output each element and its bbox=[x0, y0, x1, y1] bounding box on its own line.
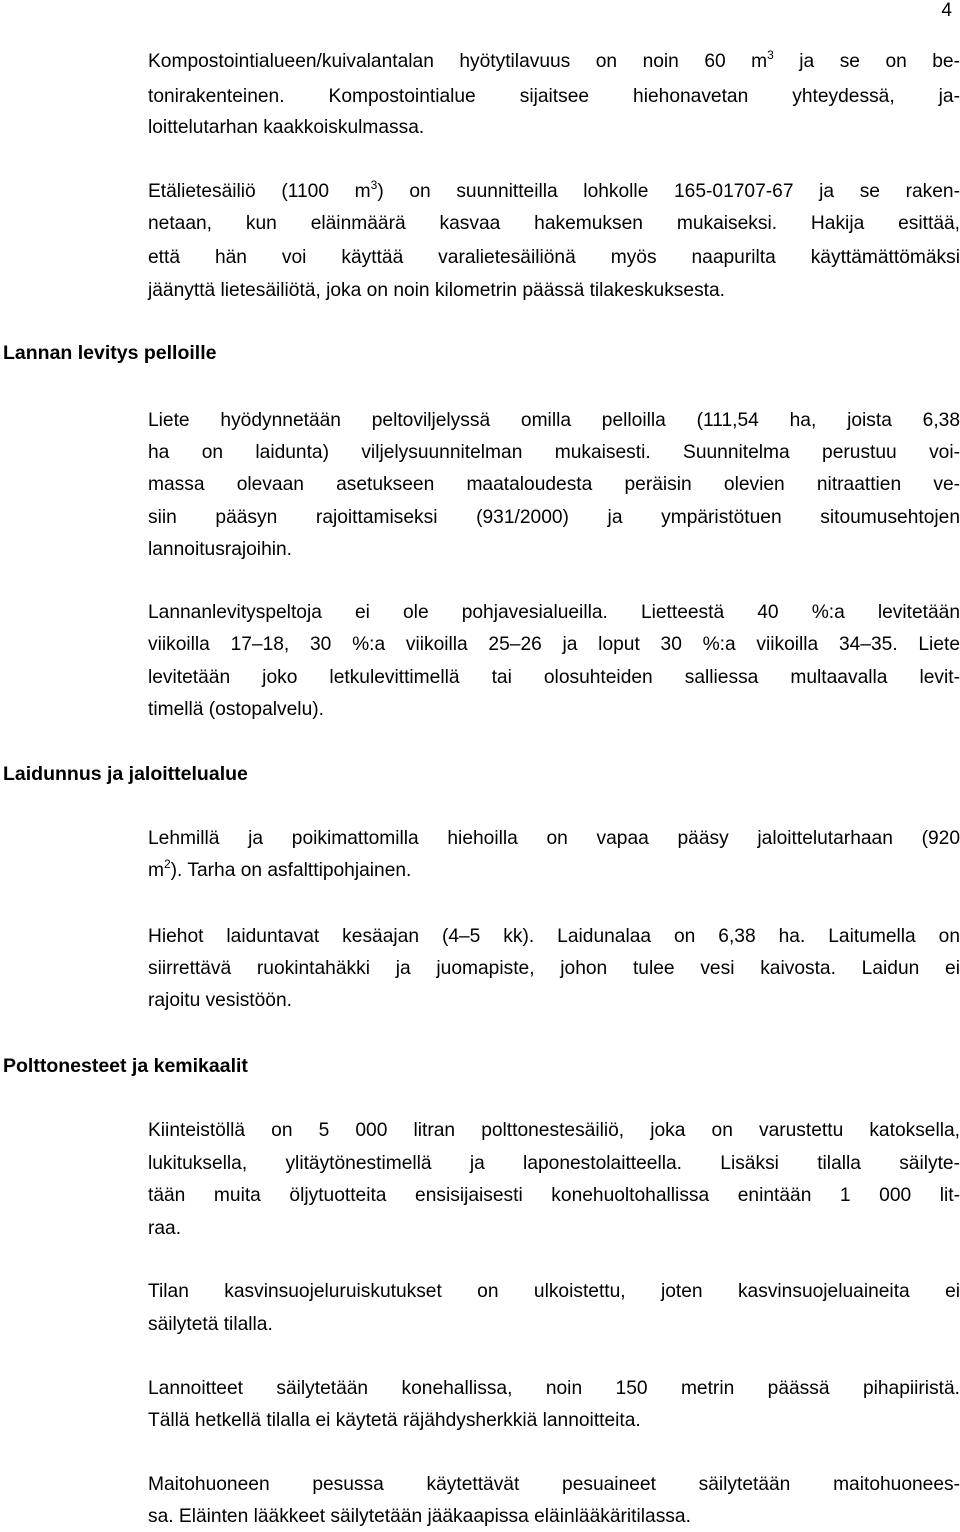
text-line: jäänyttä lietesäiliötä, joka on noin kilometrin päässä tilakeskuksesta. bbox=[148, 280, 726, 301]
text-line: tonirakenteinen. Kompostointialue sijaitsee hiehonavetan yhteydessä, ja- bbox=[148, 86, 960, 107]
page-number: 4 bbox=[941, 0, 952, 21]
text-line: levitetään joko letkulevittimellä tai olosuhteiden salliessa multaavalla levit- bbox=[148, 667, 960, 688]
text-line: siirrettävä ruokintahäkki ja juomapiste, johon tulee vesi kaivosta. Laidun ei bbox=[148, 958, 960, 979]
text-line: Kiinteistöllä on 5 000 litran polttonestesäiliö, joka on varustettu katoksella, bbox=[148, 1120, 960, 1141]
text-line: rajoitu vesistöön. bbox=[148, 990, 292, 1011]
text-span: ja se on be- bbox=[773, 51, 960, 72]
text-line: Tilan kasvinsuojeluruiskutukset on ulkoistettu, joten kasvinsuojeluaineita ei bbox=[148, 1281, 960, 1302]
text-line: tään muita öljytuotteita ensisijaisesti konehuoltohallissa enintään 1 000 lit- bbox=[148, 1185, 960, 1206]
text-line: Liete hyödynnetään peltoviljelyssä omilla pelloilla (111,54 ha, joista 6,38 bbox=[148, 410, 960, 431]
text-line: timellä (ostopalvelu). bbox=[148, 699, 324, 720]
text-line: lannoitusrajoihin. bbox=[148, 539, 292, 560]
text-span: Kompostointialueen/kuivalantalan hyötytilavuus on noin 60 m bbox=[148, 51, 768, 72]
superscript: 3 bbox=[767, 48, 774, 62]
text-line bbox=[148, 48, 960, 73]
section-heading-fuels: Polttonesteet ja kemikaalit bbox=[3, 1055, 248, 1077]
text-line: Lannoitteet säilytetään konehallissa, noin 150 metrin päässä pihapiiristä. bbox=[148, 1378, 960, 1399]
text-line: lukituksella, ylitäytönestimellä ja laponestolaitteella. Lisäksi tilalla säilyte- bbox=[148, 1153, 960, 1174]
text-line: raa. bbox=[148, 1218, 182, 1239]
text-line: että hän voi käyttää varalietesäiliönä myös naapurilta käyttämättömäksi bbox=[148, 247, 960, 268]
superscript: 3 bbox=[370, 178, 378, 192]
superscript: 2 bbox=[163, 857, 171, 871]
text-line: siin pääsyn rajoittamiseksi (931/2000) ja ympäristötuen sitoumusehtojen bbox=[148, 507, 960, 528]
text-line: loittelutarhan kaakkoiskulmassa. bbox=[148, 117, 425, 138]
text-line: viikoilla 17–18, 30 %:a viikoilla 25–26 ja loput 30 %:a viikoilla 34–35. Liete bbox=[148, 634, 960, 655]
text-line: Maitohuoneen pesussa käytettävät pesuaineet säilytetään maitohuonees- bbox=[148, 1474, 960, 1495]
text-span: m bbox=[148, 860, 164, 881]
text-line: Lannanlevityspeltoja ei ole pohjavesialueilla. Lietteestä 40 %:a levitetään bbox=[148, 602, 960, 623]
text-span: ) on suunnitteilla lohkolle 165-01707-67 ja se raken- bbox=[377, 181, 960, 202]
text-line: Lehmillä ja poikimattomilla hiehoilla on vapaa pääsy jaloittelutarhaan (920 bbox=[148, 828, 960, 849]
text-line: Hiehot laiduntavat kesäajan (4–5 kk). Laidunalaa on 6,38 ha. Laitumella on bbox=[148, 926, 960, 947]
section-heading-grazing: Laidunnus ja jaloittelualue bbox=[3, 763, 248, 785]
text-line: netaan, kun eläinmäärä kasvaa hakemuksen mukaiseksi. Hakija esittää, bbox=[148, 213, 960, 234]
text-line bbox=[148, 857, 412, 882]
text-line: massa olevaan asetukseen maataloudesta peräisin olevien nitraattien ve- bbox=[148, 474, 960, 495]
text-line: säilytetä tilalla. bbox=[148, 1314, 273, 1335]
text-line: sa. Eläinten lääkkeet säilytetään jääkaapissa eläinlääkäritilassa. bbox=[148, 1506, 691, 1527]
text-span: Etälietesäiliö (1100 m bbox=[148, 181, 371, 202]
section-heading-manure: Lannan levitys pelloille bbox=[3, 342, 217, 364]
text-line bbox=[148, 178, 960, 203]
text-span: ). Tarha on asfalttipohjainen. bbox=[170, 860, 412, 881]
text-line: Tällä hetkellä tilalla ei käytetä räjähdysherkkiä lannoitteita. bbox=[148, 1410, 641, 1431]
text-line: ha on laidunta) viljelysuunnitelman mukaisesti. Suunnitelma perustuu voi- bbox=[148, 442, 960, 463]
